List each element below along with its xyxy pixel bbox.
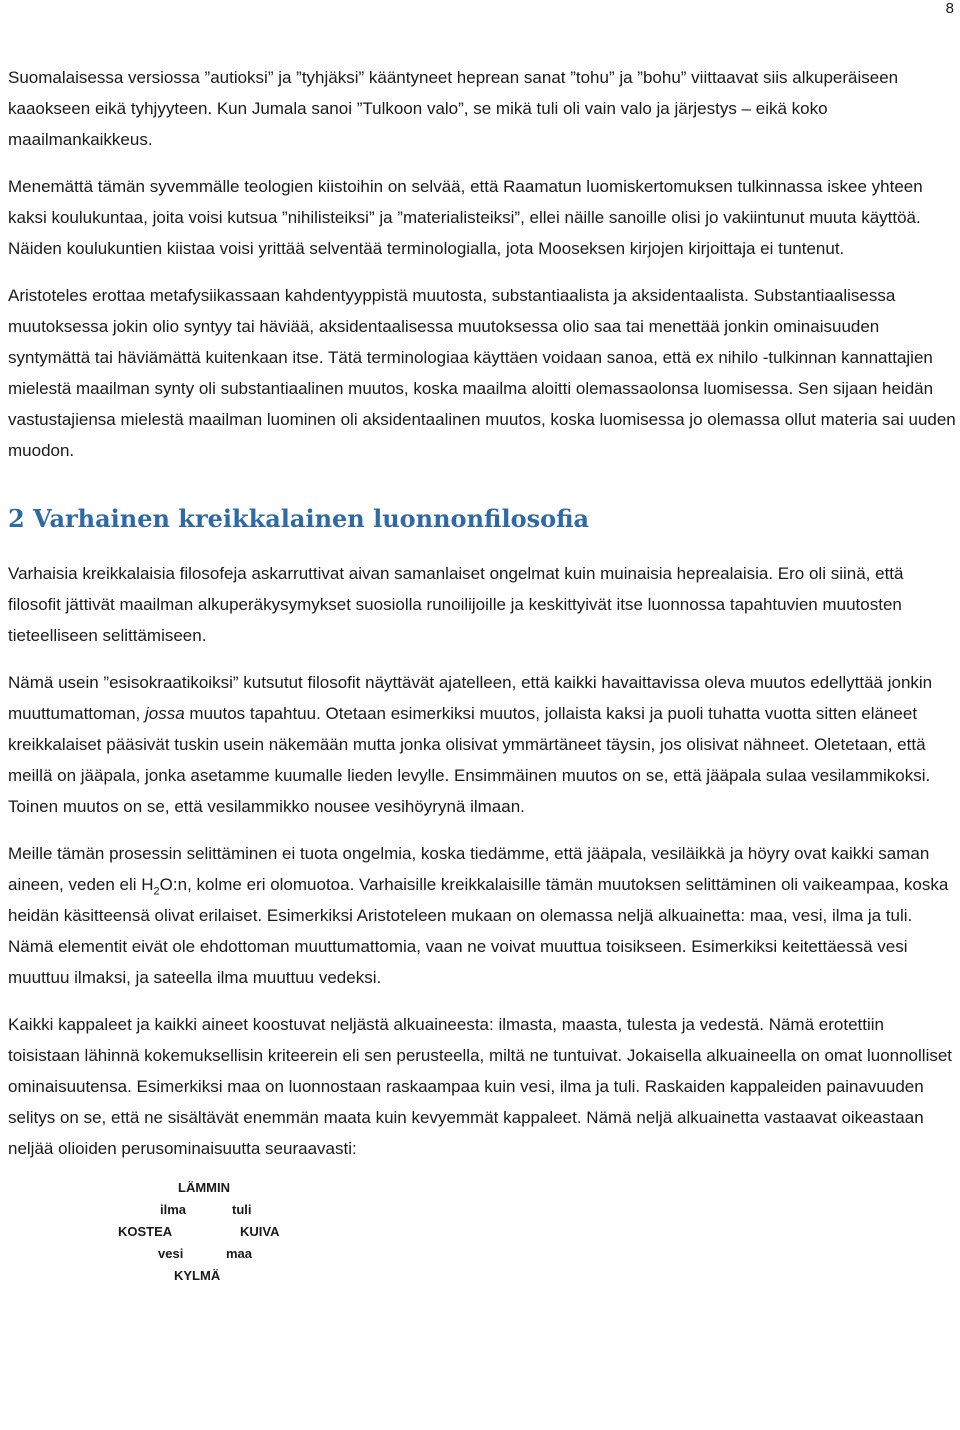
paragraph-text: Meille tämän prosessin selittäminen ei tuota ongelmia, koska tiedämme, että jääpala, vesiläikkä ja höyry ovat kaikki saman aineen, veden eli H xyxy=(8,844,930,894)
diagram-label-left: KOSTEA xyxy=(118,1224,173,1239)
paragraph-text: Nämä usein ”esisokraatikoiksi” kutsutut filosofit näyttävät ajatelleen, että kaikki havaittavissa oleva muutos edellyttää jonkin muuttumattoman, xyxy=(8,673,933,723)
document-body xyxy=(8,62,956,1283)
subscript: 2 xyxy=(153,885,160,898)
paragraph xyxy=(8,838,956,993)
elements-diagram xyxy=(8,1180,328,1283)
diagram-label-lower-left: vesi xyxy=(158,1246,184,1261)
paragraph-text: muutos tapahtuu. Otetaan esimerkiksi muutos, jollaista kaksi ja puoli tuhatta vuotta sitten eläneet kreikkalaiset pääsivät tuskin usein näkemään mutta jonka olisivat ymmärtäneet täysin, jos olisivat nähneet. Oletetaan, että meillä on jääpala, jonka asetamme kuumalle lieden levylle. Ensimmäinen muutos on se, että jääpala sulaa vesilammikoksi. Toinen muutos on se, että vesilammikko nousee vesihöyrynä ilmaan. xyxy=(8,704,931,816)
paragraph: Suomalaisessa versiossa ”autioksi” ja ”tyhjäksi” kääntyneet heprean sanat ”tohu” ja ”bohu” viittaavat siis alkuperäiseen kaaokseen eikä tyhjyyteen. Kun Jumala sanoi ”Tulkoon valo”, se mikä tuli oli vain valo ja järjestys – eikä koko maailmankaikkeus. xyxy=(8,68,899,149)
paragraph-text: O:n, kolme eri olomuotoa. Varhaisille kreikkalaisille tämän muutoksen selittäminen oli vaikeampaa, koska heidän käsitteensä olivat erilaiset. Esimerkiksi Aristoteleen mukaan on olemassa neljä alkuainetta: maa, vesi, ilma ja tuli. Nämä elementit eivät ole ehdottoman muuttumattomia, vaan ne voivat muuttua toisikseen. Esimerkiksi keitettäessä vesi muuttuu ilmaksi, ja sateella ilma muuttuu vedeksi. xyxy=(8,875,949,987)
paragraph: Aristoteles erottaa metafysiikassaan kahdentyyppistä muutosta, substantiaalista ja aksidentaalista. Substantiaalisessa muutoksessa jokin olio syntyy tai häviää, aksidentaalisessa muutoksessa olio saa tai menettää jonkin ominaisuuden syntymättä tai häviämättä kuitenkaan itse. Tätä terminologiaa käyttäen voidaan sanoa, että ex nihilo -tulkinnan kannattajien mielestä maailman synty oli substantiaalinen muutos, koska maailma aloitti olemassaolonsa luomisessa. Sen sijaan heidän vastustajiensa mielestä maailman luominen oli aksidentaalinen muutos, koska luomisessa jo olemassa ollut materia sai uuden muodon. xyxy=(8,286,956,460)
paragraph: Varhaisia kreikkalaisia filosofeja askarruttivat aivan samanlaiset ongelmat kuin muinaisia heprealaisia. Ero oli siinä, että filosofit jättivät maailman alkuperäkysymykset suosiolla runoilijoille ja keskittyivät itse luonnossa tapahtuvien muutosten tieteelliseen selittämiseen. xyxy=(8,564,904,645)
diagram-label-right: KUIVA xyxy=(240,1224,280,1239)
diagram-label-lower-right: maa xyxy=(226,1246,253,1261)
section-heading: 2 Varhainen kreikkalainen luonnonfilosofia xyxy=(8,504,590,533)
paragraph xyxy=(8,667,956,822)
emphasis: jossa xyxy=(145,704,185,723)
paragraph: Menemättä tämän syvemmälle teologien kiistoihin on selvää, että Raamatun luomiskertomuksen tulkinnassa iskee yhteen kaksi koulukuntaa, joita voisi kutsua ”nihilisteiksi” ja ”materialisteiksi”, ellei näille sanoille olisi jo vakiintunut muuta käyttöä. Näiden koulukuntien kiistaa voisi yrittää selventää terminologialla, jota Mooseksen kirjojen kirjoittaja ei tuntenut. xyxy=(8,177,923,258)
diagram-label-upper-left: ilma xyxy=(160,1202,187,1217)
diagram-label-bottom: KYLMÄ xyxy=(174,1268,221,1283)
diagram-label-top: LÄMMIN xyxy=(178,1180,230,1195)
page-number: 8 xyxy=(945,0,954,17)
diagram-label-upper-right: tuli xyxy=(232,1202,252,1217)
paragraph: Kaikki kappaleet ja kaikki aineet koostuvat neljästä alkuaineesta: ilmasta, maasta, tulesta ja vedestä. Nämä erotettiin toisistaan lähinnä kokemuksellisin kriteerein eli sen perusteella, miltä ne tuntuivat. Jokaisella alkuaineella on omat luonnolliset ominaisuutensa. Esimerkiksi maa on luonnostaan raskaampaa kuin vesi, ilma ja tuli. Raskaiden kappaleiden painavuuden selitys on se, että ne sisältävät enemmän maata kuin kevyemmät kappaleet. Nämä neljä alkuainetta vastaavat oikeastaan neljää olioiden perusominaisuutta seuraavasti: xyxy=(8,1015,953,1158)
